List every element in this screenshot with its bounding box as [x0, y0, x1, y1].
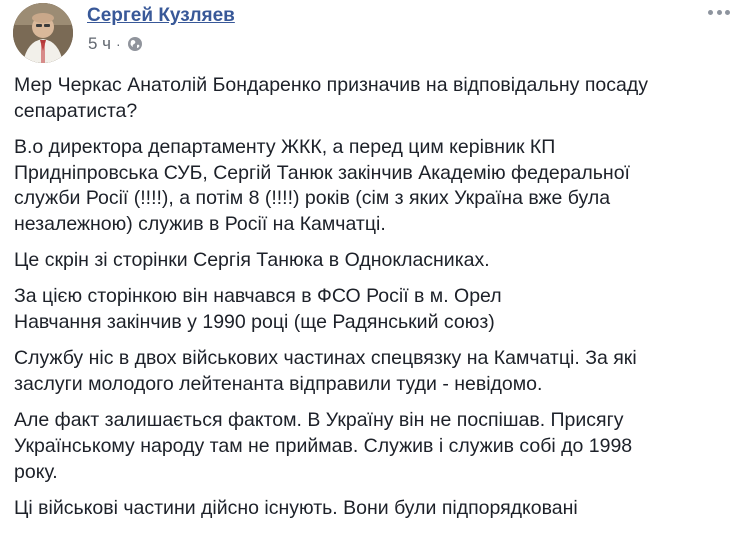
- post-paragraph: Службу ніс в двох військових частинах спецвязку на Камчатці. За які заслуги молодого лейтенанта відправили туди - невідомо.: [14, 347, 637, 396]
- menu-dot: [708, 10, 713, 15]
- author-name-link[interactable]: Сергей Кузляев: [87, 5, 235, 26]
- more-options-icon[interactable]: [708, 6, 730, 18]
- menu-dot: [725, 10, 730, 15]
- globe-icon[interactable]: [127, 36, 143, 52]
- post-paragraph: Ці військові частини дійсно існують. Вони були підпорядковані: [14, 496, 578, 519]
- post-body: [14, 73, 730, 532]
- menu-dot: [717, 10, 722, 15]
- post-paragraph: В.о директора департаменту ЖКК, а перед цим керівник КП Придніпровська СУБ, Сергій Танюк закінчив Академію федеральної служби Росії (!!!!), а потім 8 (!!!!) років (сім з яких Україна вже була незалежною) служив в Росії на Камчатці.: [14, 135, 630, 236]
- post-paragraph: За цією сторінкою він навчався в ФСО Росії в м. Орел Навчання закінчив у 1990 році (ще Радянський союз): [14, 285, 502, 334]
- meta-separator: ·: [116, 36, 121, 52]
- post-timestamp[interactable]: 5 ч: [88, 34, 112, 53]
- post-paragraph: Але факт залишається фактом. В Україну він не поспішав. Присягу Українському народу там не приймав. Служив і служив собі до 1998 року.: [14, 409, 633, 483]
- avatar-photo-icon: [13, 3, 73, 63]
- post-paragraph: Це скрін зі сторінки Сергія Танюка в Однокласниках.: [14, 249, 490, 272]
- post-paragraph: Мер Черкас Анатолій Бондаренко призначив на відповідальну посаду сепаратиста?: [14, 74, 648, 122]
- author-avatar[interactable]: [13, 3, 73, 63]
- post-meta: [88, 34, 143, 54]
